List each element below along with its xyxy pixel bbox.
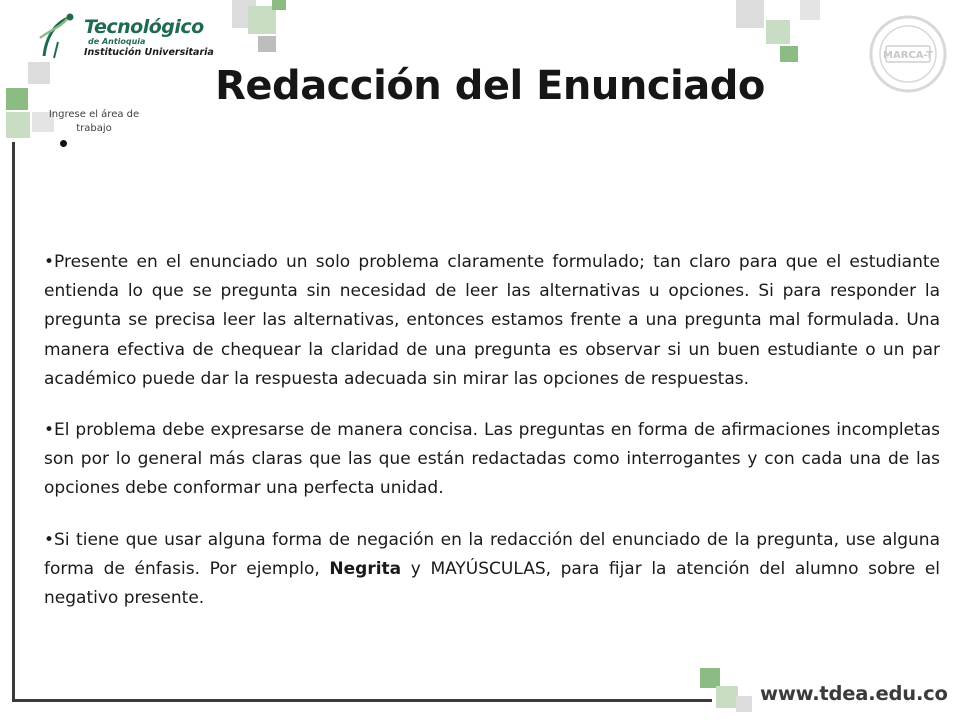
website-url: www.tdea.edu.co <box>760 682 948 705</box>
paragraph-3 <box>44 526 940 614</box>
decor-square <box>736 696 752 712</box>
logo-name: Tecnológico <box>84 16 204 38</box>
decor-square <box>700 668 720 688</box>
frame-bottom-line <box>12 699 712 702</box>
paragraph-2: •El problema debe expresarse de manera concisa. Las preguntas en forma de afirmaciones incompletas son por lo general más claras que las que están redactadas como interrogantes y con cada una de las opciones debe conformar una perfecta unidad. <box>44 420 940 499</box>
decor-square <box>248 6 276 34</box>
decor-square <box>800 0 820 20</box>
decor-square <box>272 0 286 10</box>
paragraph-3-bold: Negrita <box>329 558 402 579</box>
paragraph-3-start: •Si tiene que usar alguna forma de negación en la redacción del enunciado de la pregunta, use alguna forma de énfasis. Por ejemplo, <box>44 529 940 579</box>
decor-square <box>716 686 738 708</box>
institution-logo <box>34 8 224 63</box>
decor-square <box>736 0 764 28</box>
logo-subtitle: de Antioquia <box>88 37 146 46</box>
decor-square <box>6 112 30 138</box>
paragraph-1: •Presente en el enunciado un solo problema claramente formulado; tan claro para que el estudiante entienda lo que se pregunta sin necesidad de leer las alternativas u opciones. Si para responder la pregunta se precisa leer las alternativas, entonces estamos frente a una pregunta mal formulada. Una manera efectiva de chequear la claridad de una pregunta es observar si un buen estudiante o un par académico puede dar la respuesta adecuada sin mirar las opciones de respuestas. <box>44 252 940 389</box>
decor-square <box>6 88 28 110</box>
bullet-dot <box>60 140 67 147</box>
seal-text: MARCA-T <box>883 50 933 61</box>
logo-institution: Institución Universitaria <box>84 47 214 58</box>
decor-square <box>28 62 50 84</box>
decor-square <box>780 46 798 62</box>
frame-left-line <box>12 142 15 702</box>
paragraph-3-end: y MAYÚSCULAS, para fijar la atención del alumno sobre el negativo presente. <box>44 558 941 609</box>
tdea-logo-icon <box>34 8 84 63</box>
decor-square <box>258 36 276 52</box>
page-title: Redacción del Enunciado <box>215 63 765 109</box>
work-area-label: Ingrese el área de trabajo <box>48 109 140 134</box>
content-body <box>44 248 940 613</box>
quality-seal-icon <box>868 14 948 94</box>
decor-square <box>766 20 790 44</box>
